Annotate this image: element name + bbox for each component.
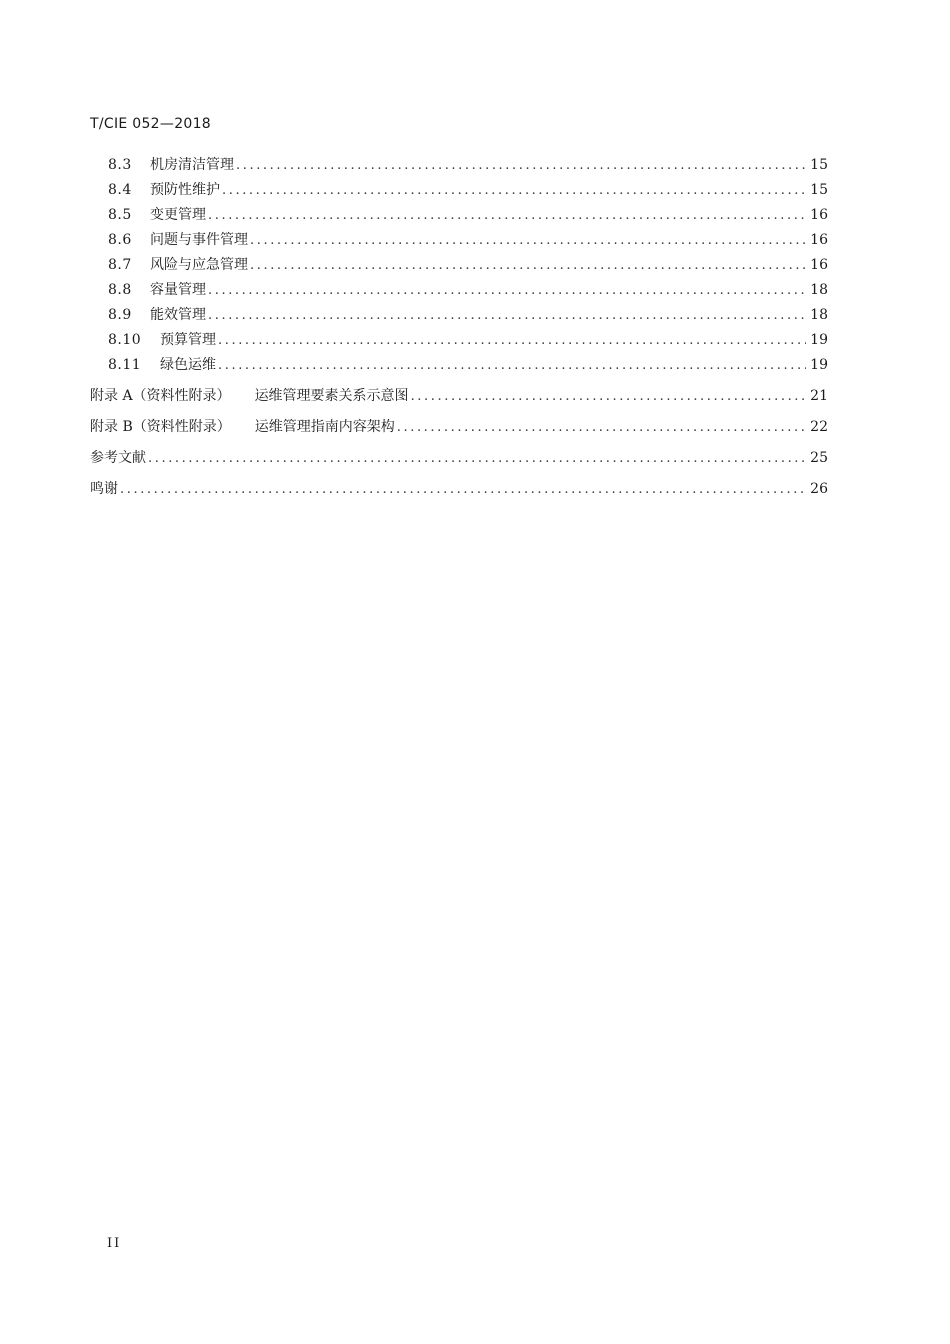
toc-entry-page: 16: [810, 232, 828, 248]
toc-entry-8-3[interactable]: [90, 155, 828, 180]
toc-entry-title: 预算管理: [160, 332, 216, 348]
dot-leader: [208, 306, 806, 326]
toc-entry-page: 19: [810, 332, 828, 348]
toc-entry-page: 15: [810, 157, 828, 173]
toc-entry-number: 8.3: [108, 157, 132, 173]
toc-entry-title: 容量管理: [150, 282, 206, 298]
toc-entry-number: 8.4: [108, 182, 132, 198]
toc-entry-8-11[interactable]: [90, 355, 828, 380]
toc-entry-title: 参考文献: [90, 450, 146, 466]
dot-leader: [222, 181, 806, 201]
toc-entry-page: 19: [810, 357, 828, 373]
toc-entry-8-9[interactable]: [90, 305, 828, 330]
dot-leader: [236, 156, 806, 176]
dot-leader: [208, 281, 806, 301]
toc-entry-8-6[interactable]: [90, 230, 828, 255]
toc-entry-number: 8.8: [108, 282, 132, 298]
appendix-prefix: 附录 B（资料性附录）: [90, 419, 231, 435]
toc-entry-number: 8.7: [108, 257, 132, 273]
dot-leader: [120, 480, 806, 500]
dot-leader: [218, 356, 806, 376]
toc-entry-8-4[interactable]: [90, 180, 828, 205]
toc-entry-page: 16: [810, 207, 828, 223]
table-of-contents: [90, 155, 828, 510]
toc-entry-references[interactable]: [90, 448, 828, 479]
toc-entry-8-8[interactable]: [90, 280, 828, 305]
toc-entry-8-10[interactable]: [90, 330, 828, 355]
toc-entry-title: 鸣谢: [90, 481, 118, 497]
toc-entry-title: 风险与应急管理: [150, 257, 248, 273]
toc-entry-number: 8.11: [108, 357, 142, 373]
toc-entry-title: 能效管理: [150, 307, 206, 323]
toc-entry-appendix-b[interactable]: [90, 417, 828, 448]
toc-entry-page: 16: [810, 257, 828, 273]
dot-leader: [208, 206, 806, 226]
toc-entry-page: 18: [810, 307, 828, 323]
dot-leader: [250, 256, 806, 276]
dot-leader: [148, 449, 806, 469]
toc-entry-page: 25: [810, 450, 828, 466]
toc-entry-number: 8.10: [108, 332, 142, 348]
page-number: II: [107, 1236, 122, 1251]
toc-entry-8-7[interactable]: [90, 255, 828, 280]
toc-entry-title: 预防性维护: [150, 182, 220, 198]
toc-entry-title: 变更管理: [150, 207, 206, 223]
dot-leader: [218, 331, 806, 351]
toc-entry-number: 8.5: [108, 207, 132, 223]
toc-entry-page: 18: [810, 282, 828, 298]
dot-leader: [250, 231, 806, 251]
toc-entry-appendix-a[interactable]: [90, 386, 828, 417]
appendix-prefix: 附录 A（资料性附录）: [90, 388, 231, 404]
toc-entry-title: 运维管理指南内容架构: [254, 419, 395, 435]
dot-leader: [397, 418, 806, 438]
toc-entry-number: 8.9: [108, 307, 132, 323]
toc-entry-page: 22: [810, 419, 828, 435]
toc-entry-title: 运维管理要素关系示意图: [254, 388, 409, 404]
toc-entry-title: 绿色运维: [160, 357, 216, 373]
toc-entry-title: 问题与事件管理: [150, 232, 248, 248]
toc-entry-number: 8.6: [108, 232, 132, 248]
toc-entry-8-5[interactable]: [90, 205, 828, 230]
dot-leader: [411, 387, 806, 407]
toc-entry-page: 15: [810, 182, 828, 198]
toc-entry-page: 26: [810, 481, 828, 497]
toc-entry-acknowledgements[interactable]: [90, 479, 828, 510]
toc-entry-page: 21: [810, 388, 828, 404]
document-code: T/CIE 052—2018: [90, 116, 212, 132]
toc-entry-title: 机房清洁管理: [150, 157, 234, 173]
